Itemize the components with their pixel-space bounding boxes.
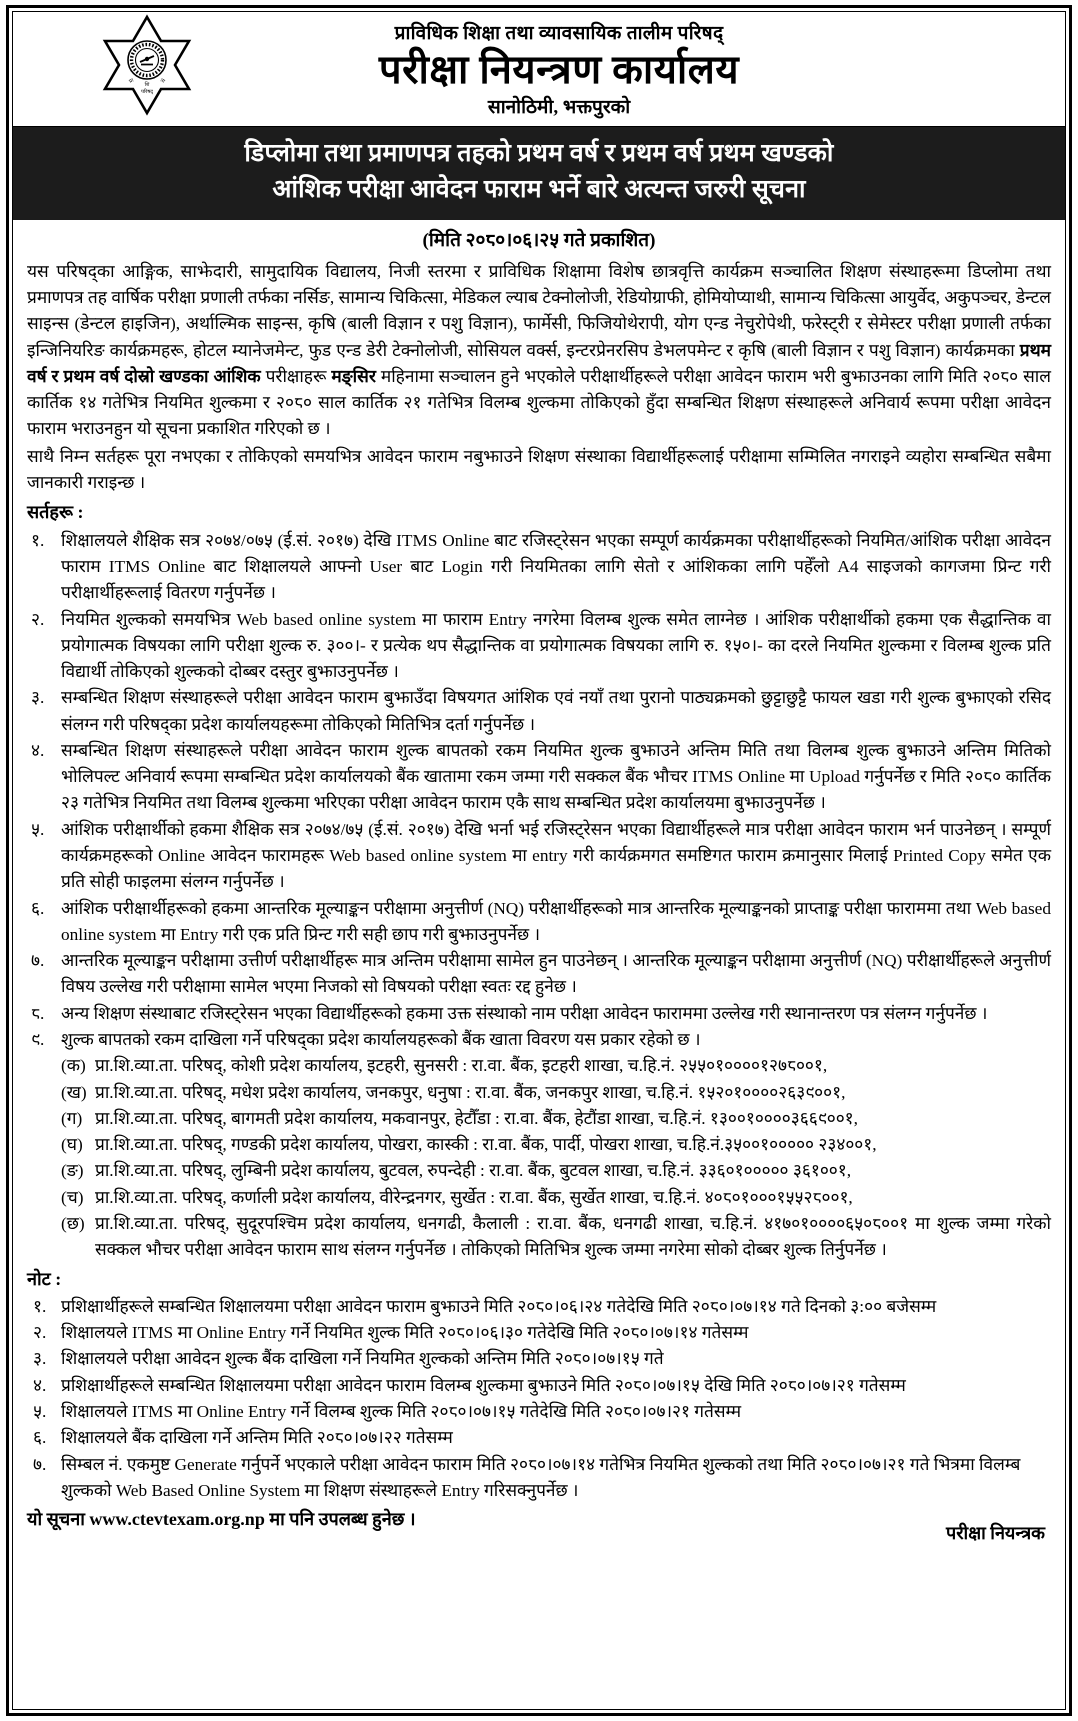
note-marker: ४. <box>33 1375 47 1395</box>
note-item <box>27 1346 1051 1372</box>
organization-name: प्राविधिक शिक्षा तथा व्यावसायिक तालीम परिषद् <box>394 23 724 44</box>
bank-row-text: प्रा.शि.व्या.ता. परिषद्, गण्डकी प्रदेश कार्यालय, पोखरा, कास्की : रा.वा. बैंक, पार्दी, पोखरा शाखा, च.हि.नं.३५००१००००० २३४००१, <box>95 1135 877 1155</box>
bank-account-row <box>61 1053 1051 1079</box>
inner-border <box>12 11 1066 1710</box>
bank-row-marker: (छ) <box>61 1213 85 1233</box>
condition-item <box>27 948 1051 1001</box>
condition-marker: ७. <box>31 951 45 971</box>
availability-prefix: यो सूचना <box>27 1509 90 1530</box>
bank-row-marker: (ङ) <box>61 1161 84 1181</box>
bank-row-text: प्रा.शि.व्या.ता. परिषद्, बागमती प्रदेश कार्यालय, मकवानपुर, हेटौँडा : रा.वा. बैंक, हेटौंडा शाखा, च.हि.नं. १३००१००००३६६९००१, <box>95 1108 858 1128</box>
notice-title-line-1: डिप्लोमा तथा प्रमाणपत्र तहको प्रथम वर्ष र प्रथम वर्ष प्रथम खण्डको <box>244 139 834 167</box>
note-item <box>27 1294 1051 1320</box>
note-marker: ६. <box>33 1428 47 1448</box>
condition-marker: ८. <box>31 1003 45 1023</box>
condition-text: सम्बन्धित शिक्षण संस्थाहरूले परीक्षा आवेदन फाराम बुझाउँदा विषयगत आंशिक एवं नयाँ तथा पुरानो पाठ्यक्रमको छुट्टाछुट्टै फायल खडा गरी शुल्क बुझाएको रसिद संलग्न गरी परिषद्का प्रदेश कार्यालयहरूमा तोकिएको मितिभित्र दर्ता गर्नुपर्नेछ । <box>61 688 1051 734</box>
note-heading: नोट : <box>27 1268 62 1289</box>
note-text: शिक्षालयले बैंक दाखिला गर्ने अन्तिम मिति २०८०।०७।२२ गतेसम्म <box>61 1428 453 1448</box>
svg-text:परिषद्: परिषद् <box>141 90 153 95</box>
note-text: प्रशिक्षार्थीहरूले सम्बन्धित शिक्षालयमा परीक्षा आवेदन फाराम विलम्ब शुल्कमा बुझाउने मिति २०८०।०७।१५ देखि मिति २०८०।०७।२१ गतेसम्म <box>61 1375 906 1395</box>
condition-text: सम्बन्धित शिक्षण संस्थाहरूले परीक्षा आवेदन फाराम शुल्क बापतको रकम नियमित शुल्क बुझाउने अन्तिम मिति तथा विलम्ब शुल्क बुझाउने अन्तिम मितिको भोलिपल्ट अनिवार्य रूपमा सम्बन्धित प्रदेश कार्यालयको बैंक खातामा रकम जम्मा गरी सक्कल बैंक भौचर ITMS Online मा Upload गर्नुपर्नेछ र मिति २०८० कार्तिक २३ गतेभित्र नियमित तथा विलम्ब शुल्कमा भरिएका परीक्षा आवेदन फाराम एकै साथ सम्बन्धित प्रदेश कार्यालयमा बुझाउनुपर्नेछ । <box>61 740 1051 813</box>
bank-row-marker: (क) <box>61 1056 86 1076</box>
condition-text: आन्तरिक मूल्याङ्कन परीक्षामा उत्तीर्ण परीक्षार्थीहरू मात्र अन्तिम परीक्षामा सामेल हुन पाउनेछन् । आन्तरिक मूल्याङ्कन परीक्षामा अनुत्तीर्ण (NQ) परीक्षार्थीहरूले अनुत्तीर्ण विषय उल्लेख गरी परीक्षामा सामेल भएमा निजको सो विषयको परीक्षा स्वतः रद्द हुनेछ । <box>61 951 1051 997</box>
bank-account-row <box>61 1185 1051 1211</box>
bank-row-marker: (ख) <box>61 1082 87 1102</box>
bank-row-text: प्रा.शि.व्या.ता. परिषद्, सुदूरपश्चिम प्रदेश कार्यालय, धनगढी, कैलाली : रा.वा. बैंक, धनगढी शाखा, च.हि.नं. ४१७०१००००६५०८००१ मा शुल्क जम्मा गरेको सक्कल भौचर परीक्षा आवेदन फाराम साथ संलग्न गर्नुपर्नेछ । तोकिएको मितिभित्र शुल्क जम्मा नगरेमा सोको दोब्बर शुल्क तिर्नुपर्नेछ । <box>95 1213 1051 1260</box>
condition-text: शिक्षालयले शैक्षिक सत्र २०७४/०७५ (ई.सं. २०१७) देखि ITMS Online बाट रजिस्ट्रेसन भएका सम्पूर्ण कार्यक्रमका परीक्षार्थीहरूको नियमित/आंशिक परीक्षा आवेदन फाराम ITMS Online बाट शिक्षालयले आफ्नो User बाट Login गरी नियमितका लागि सेतो र आंशिकका लागि पहेँलो A4 साइजको कागजमा प्रिन्ट गरी परीक्षार्थीहरूलाई वितरण गर्नुपर्नेछ । <box>61 530 1051 603</box>
intro-part-2: परीक्षाहरू <box>260 366 332 386</box>
bank-account-row <box>61 1080 1051 1106</box>
intro-paragraph <box>27 259 1051 443</box>
notice-footer <box>27 1506 1051 1547</box>
conditions-list <box>27 528 1051 1054</box>
conditions-heading: सर्तहरू : <box>27 502 84 523</box>
condition-marker: १. <box>31 530 45 550</box>
website-availability-line <box>27 1506 416 1533</box>
condition-text: अन्य शिक्षण संस्थाबाट रजिस्ट्रेसन भएका विद्यार्थीहरूको हकमा उक्त संस्थाको नाम परीक्षा आवेदन फाराममा उल्लेख गरी स्थानान्तरण पत्र संलग्न गर्नुपर्नेछ । <box>61 1003 988 1023</box>
note-text: प्रशिक्षार्थीहरूले सम्बन्धित शिक्षालयमा परीक्षा आवेदन फाराम बुझाउने मिति २०८०।०६।२४ गतेदेखि मिति २०८०।०७।१४ गते दिनको ३:०० बजेसम्म <box>61 1296 937 1316</box>
condition-item <box>27 528 1051 607</box>
provincial-bank-account-list <box>27 1053 1051 1263</box>
office-name: परीक्षा नियन्त्रण कार्यालय <box>378 46 740 92</box>
ctevt-star-seal-icon <box>91 14 203 118</box>
svg-text:शि: शि <box>144 83 150 88</box>
condition-marker: ५. <box>31 819 45 839</box>
condition-marker: ३. <box>31 688 45 708</box>
intro-paragraph-2: साथै निम्न सर्तहरू पूरा नभएका र तोकिएको समयभित्र आवेदन फाराम नबुझाउने शिक्षण संस्थाका विद्यार्थीहरूलाई परीक्षामा सम्मिलित नगराइने व्यहोरा सम्बन्धित सबैमा जानकारी गराइन्छ । <box>27 446 1051 493</box>
notice-title-band <box>13 127 1065 220</box>
note-marker: ७. <box>33 1454 47 1474</box>
outer-border <box>6 5 1072 1716</box>
notice-body <box>13 220 1065 1709</box>
note-item <box>27 1425 1051 1451</box>
bank-row-marker: (च) <box>61 1187 84 1207</box>
bank-account-row <box>61 1106 1051 1132</box>
condition-item <box>27 607 1051 686</box>
svg-text:ता: ता <box>159 78 166 85</box>
note-text: शिक्षालयले ITMS मा Online Entry गर्ने विलम्ब शुल्क मिति २०८०।०७।१५ गतेदेखि मिति २०८०।०७।२१ गतेसम्म <box>61 1402 742 1422</box>
condition-text: आंशिक परीक्षार्थीहरूको हकमा आन्तरिक मूल्याङ्कन परीक्षामा अनुत्तीर्ण (NQ) परीक्षार्थीहरूको मात्र आन्तरिक मूल्याङ्कनको प्राप्ताङ्क परीक्षा फाराममा तथा Web based online system मा Entry गरी एक प्रति प्रिन्ट गरी सही छाप गरी बुझाउनुपर्नेछ । <box>61 898 1051 944</box>
bank-account-condition-item <box>27 1027 1051 1053</box>
intro-part-3: महिनामा सञ्चालन हुने भएकोले परीक्षार्थीहरूले परीक्षा आवेदन फाराम भरी बुझाउनका लागि मिति २०८० साल कार्तिक १४ गतेभित्र नियमित शुल्कमा र २०८० साल कार्तिक २१ गतेभित्र विलम्ब शुल्कमा तोकिएको हुँदा सम्बन्धित शिक्षण संस्थाहरूले अनिवार्य रूपमा परीक्षा आवेदन फाराम भराउनहुन यो सूचना प्रकाशित गरिएको छ । <box>27 366 1051 439</box>
condition-text: नियमित शुल्कको समयभित्र Web based online system मा फाराम Entry नगरेमा विलम्ब शुल्क समेत लाग्नेछ । आंशिक परीक्षार्थीको हकमा एक सैद्धान्तिक वा प्रयोगात्मक विषयका लागि परीक्षा शुल्क रु. ३००।- र प्रत्येक थप सैद्धान्तिक वा प्रयोगात्मक विषयका लागि रु. १५०।- का दरले नियमित शुल्कमा र विलम्ब शुल्क प्रति विद्यार्थी तोकिएको शुल्कको दोब्बर दस्तुर बुझाउनुपर्नेछ । <box>61 609 1051 682</box>
condition-item <box>27 1001 1051 1027</box>
bank-row-text: प्रा.शि.व्या.ता. परिषद्, लुम्बिनी प्रदेश कार्यालय, बुटवल, रुपन्देही : रा.वा. बैंक, बुटवल शाखा, च.हि.नं. ३३६०१००००० ३६१००१, <box>95 1161 852 1181</box>
note-marker: १. <box>33 1296 47 1316</box>
availability-suffix: मा पनि उपलब्ध हुनेछ । <box>264 1509 416 1530</box>
condition-item <box>27 817 1051 896</box>
condition-marker: ४. <box>31 740 45 760</box>
intro-bold-1: प्रथम वर्ष र प्रथम वर्ष दोस्रो खण्डका आंशिक <box>27 340 1051 386</box>
condition-item <box>27 738 1051 817</box>
website-url[interactable]: www.ctevtexam.org.np <box>89 1509 265 1530</box>
bank-row-text: प्रा.शि.व्या.ता. परिषद्, कर्णाली प्रदेश कार्यालय, वीरेन्द्रनगर, सुर्खेत : रा.वा. बैंक, सुर्खेत शाखा, च.हि.नं. ४०८०१०००१५५२८००१, <box>95 1187 853 1207</box>
condition-item <box>27 685 1051 738</box>
condition-text: आंशिक परीक्षार्थीको हकमा शैक्षिक सत्र २०७४/७५ (ई.सं. २०१७) देखि भर्ना भई रजिस्ट्रेसन भएका विद्यार्थीहरूले मात्र परीक्षा आवेदन फाराम भर्न पाउनेछन् । सम्पूर्ण कार्यक्रमहरूको Online आवेदन फारामहरू Web based online system मा entry गरी कार्यक्रमगत समष्टिगत फाराम क्रमानुसार मिलाई Printed Copy समेत एक प्रति सोही फाइलमा संलग्न गर्नुपर्नेछ । <box>61 819 1051 892</box>
note-item <box>27 1452 1051 1505</box>
note-item <box>27 1399 1051 1425</box>
intro-bold-2: मङ्सिर <box>331 366 376 386</box>
note-item <box>27 1320 1051 1346</box>
note-marker: २. <box>33 1323 47 1343</box>
notes-list <box>27 1294 1051 1504</box>
intro-part-1: यस परिषद्का आङ्गिक, साझेदारी, सामुदायिक विद्यालय, निजी स्तरमा र प्राविधिक शिक्षामा विशेष छात्रवृत्ति कार्यक्रम सञ्चालित शिक्षण संस्थाहरूमा डिप्लोमा तथा प्रमाणपत्र तह वार्षिक परीक्षा प्रणाली तर्फका नर्सिङ, सामान्य चिकित्सा, मेडिकल ल्याब टेक्नोलोजी, रेडियोग्राफी, होमियोप्याथी, सामान्य चिकित्सा आयुर्वेद, अकुपञ्चर, डेन्टल साइन्स (डेन्टल हाइजिन), अर्थाल्मिक साइन्स, कृषि (बाली विज्ञान र पशु विज्ञान), फार्मेसी, फिजियोथेरापी, योग एन्ड नेचुरोपेथी, फरेस्ट्री र सेमेस्टर परीक्षा प्रणाली तर्फका इन्जिनियरिङ कार्यक्रमहरू, होटल म्यानेजमेन्ट, फुड एन्ड डेरी टेक्नोलोजी, सोसियल वर्क्स, इन्टरप्रेनरसिप डेभलपमेन्ट र कृषि (बाली विज्ञान र पशु विज्ञान) कार्यक्रमका <box>27 261 1051 360</box>
office-address: सानोठिमी, भक्तपुरको <box>487 97 631 119</box>
bank-row-marker: (घ) <box>61 1135 83 1155</box>
bank-row-text: प्रा.शि.व्या.ता. परिषद्, कोशी प्रदेश कार्यालय, इटहरी, सुनसरी : रा.वा. बैंक, इटहरी शाखा, च.हि.नं. २५५०१००००१२७८००१, <box>95 1056 828 1076</box>
bank-row-marker: (ग) <box>61 1108 83 1128</box>
svg-text:प्रा: प्रा <box>128 78 135 85</box>
letterhead <box>13 12 1065 127</box>
note-marker: ३. <box>33 1349 47 1369</box>
note-text: शिक्षालयले ITMS मा Online Entry गर्ने नियमित शुल्क मिति २०८०।०६।३० गतेदेखि मिति २०८०।०७।१४ गतेसम्म <box>61 1323 749 1343</box>
bank-account-row <box>61 1132 1051 1158</box>
signature-designation: परीक्षा नियन्त्रक <box>945 1523 1045 1544</box>
notice-title-line-2: आंशिक परीक्षा आवेदन फाराम भर्ने बारे अत्यन्त जरुरी सूचना <box>272 176 806 204</box>
note-text: सिम्बल नं. एकमुष्ट Generate गर्नुपर्ने भएकाले परीक्षा आवेदन फाराम मिति २०८०।०७।१४ गतेभित्र नियमित शुल्कको तथा मिति २०८०।०७।२१ गते भित्रमा विलम्ब शुल्कको Web Based Online System मा शिक्षण संस्थाहरूले Entry गरिसक्नुपर्नेछ । <box>61 1454 1021 1500</box>
note-item <box>27 1373 1051 1399</box>
bank-condition-lead: शुल्क बापतको रकम दाखिला गर्ने परिषद्का प्रदेश कार्यालयहरूको बैंक खाता विवरण यस प्रकार रहेको छ । <box>61 1030 701 1049</box>
condition-item <box>27 896 1051 949</box>
bank-account-row <box>61 1211 1051 1264</box>
bank-row-text: प्रा.शि.व्या.ता. परिषद्, मधेश प्रदेश कार्यालय, जनकपुर, धनुषा : रा.वा. बैंक, जनकपुर शाखा, च.हि.नं. १५२०१००००२६३९००१, <box>95 1082 846 1102</box>
publication-date: (मिति २०८०।०६।२५ गते प्रकाशित) <box>422 229 656 251</box>
bank-account-row <box>61 1158 1051 1184</box>
condition-marker: ९. <box>31 1030 45 1049</box>
note-text: शिक्षालयले परीक्षा आवेदन शुल्क बैंक दाखिला गर्ने नियमित शुल्कको अन्तिम मिति २०८०।०७।१५ गते <box>61 1349 664 1369</box>
note-marker: ५. <box>33 1402 47 1422</box>
condition-marker: २. <box>31 609 45 629</box>
condition-marker: ६. <box>31 898 45 918</box>
